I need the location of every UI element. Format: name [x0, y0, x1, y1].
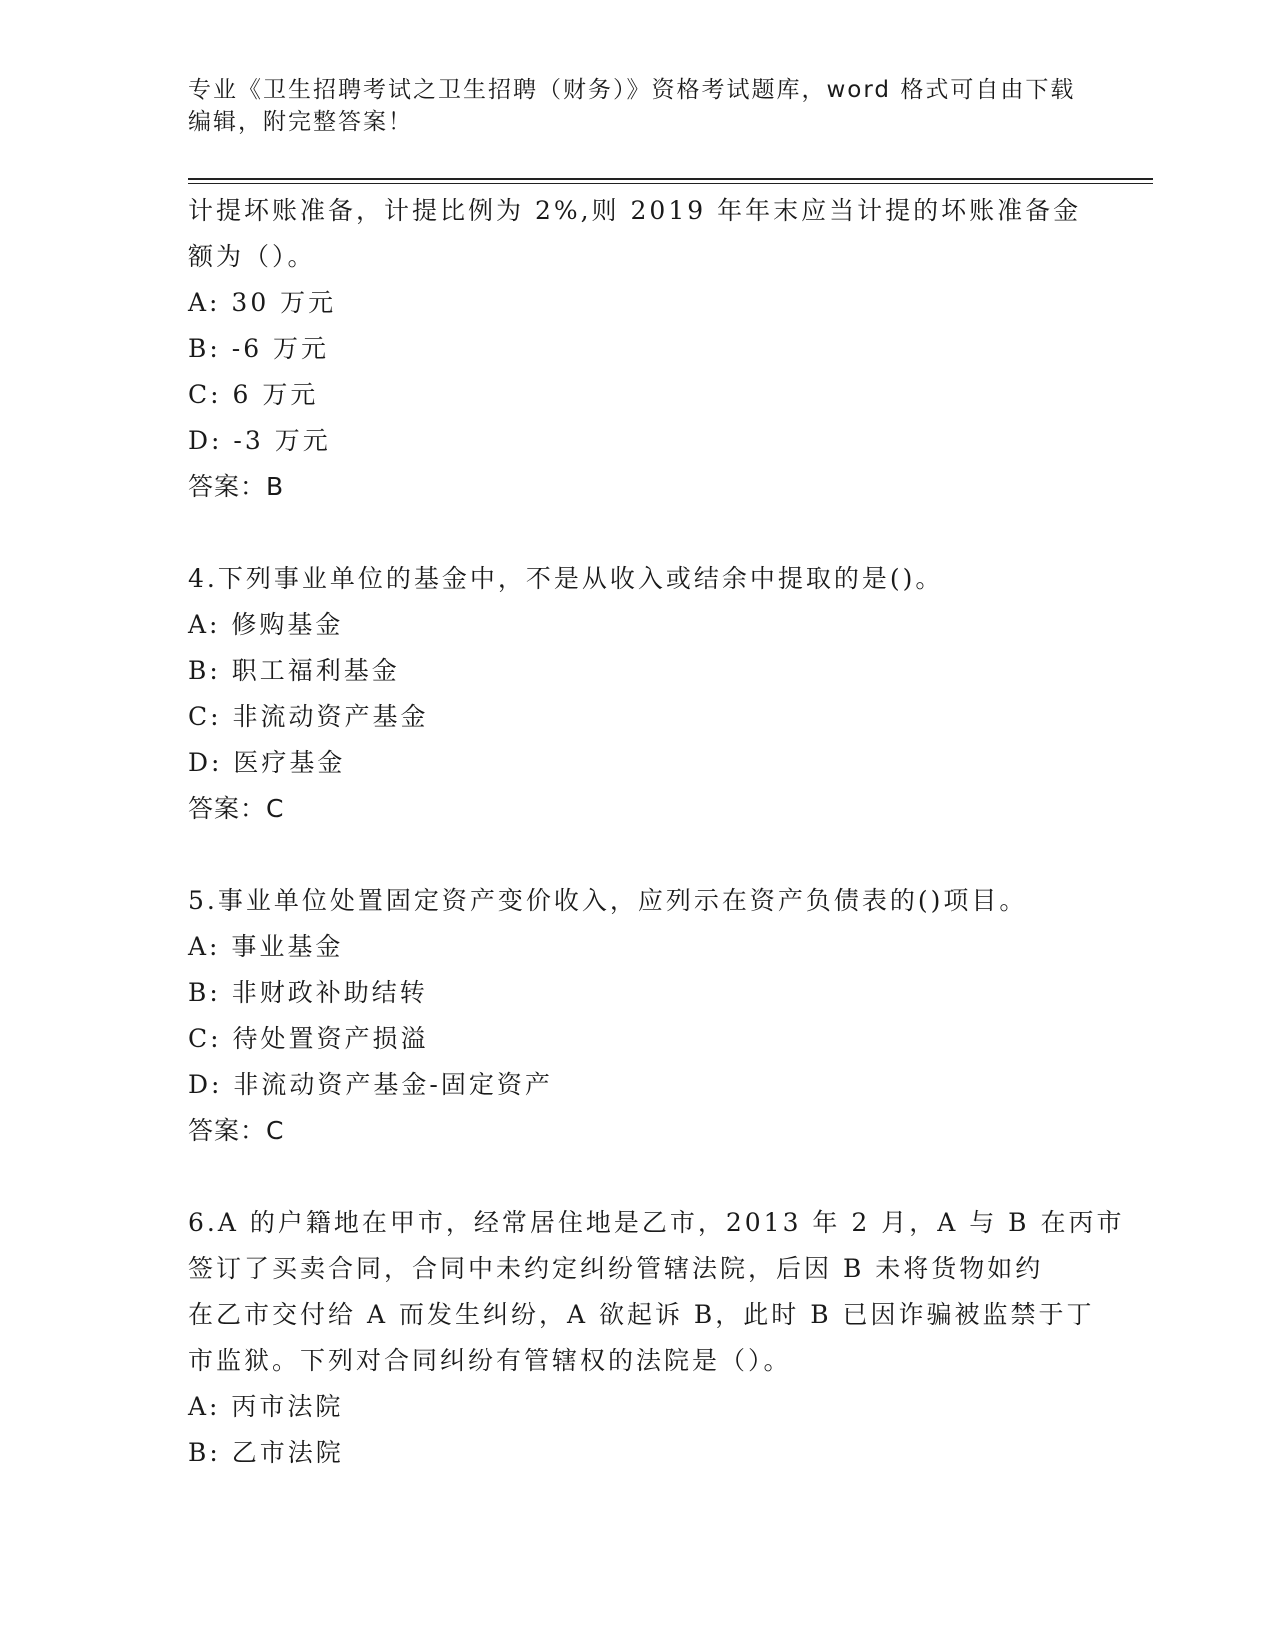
- option-c: C: 待处置资产损溢: [188, 1024, 429, 1053]
- option-a: A: 修购基金: [188, 610, 344, 639]
- question-text: 在乙市交付给 A 而发生纠纷，A 欲起诉 B，此时 B 已因诈骗被监禁于丁: [188, 1300, 1095, 1329]
- answer: 答案：C: [188, 1116, 285, 1145]
- header-line-2: 编辑，附完整答案！: [188, 109, 413, 135]
- question-list: [188, 188, 1125, 1476]
- question-text: 额为（）。: [188, 242, 316, 271]
- question-4: [188, 556, 1088, 832]
- question-6: [188, 1200, 1125, 1476]
- question-text: 签订了买卖合同，合同中未约定纠纷管辖法院，后因 B 未将货物如约: [188, 1254, 1044, 1283]
- question-text: 5.事业单位处置固定资产变价收入，应列示在资产负债表的()项目。: [188, 886, 1028, 915]
- answer: 答案：B: [188, 472, 285, 501]
- document-header: [188, 74, 1088, 138]
- question-text: 计提坏账准备，计提比例为 2%,则 2019 年年末应当计提的坏账准备金: [188, 196, 1082, 225]
- option-a: A: 30 万元: [188, 288, 337, 317]
- question-text: 4.下列事业单位的基金中，不是从收入或结余中提取的是()。: [188, 564, 944, 593]
- option-a: A: 丙市法院: [188, 1392, 344, 1421]
- option-c: C: 6 万元: [188, 380, 319, 409]
- header-line-1: 专业《卫生招聘考试之卫生招聘（财务）》资格考试题库，word 格式可自由下载: [188, 77, 1076, 103]
- question-text: 市监狱。下列对合同纠纷有管辖权的法院是（）。: [188, 1346, 792, 1375]
- question-5: [188, 878, 1088, 1154]
- question-3: [188, 188, 1088, 510]
- option-b: B: 乙市法院: [188, 1438, 344, 1467]
- option-b: B: 职工福利基金: [188, 656, 400, 685]
- option-c: C: 非流动资产基金: [188, 702, 429, 731]
- option-d: D: 非流动资产基金-固定资产: [188, 1070, 553, 1099]
- option-d: D: 医疗基金: [188, 748, 346, 777]
- option-d: D: -3 万元: [188, 426, 331, 455]
- option-a: A: 事业基金: [188, 932, 344, 961]
- answer: 答案：C: [188, 794, 285, 823]
- question-text: 6.A 的户籍地在甲市，经常居住地是乙市，2013 年 2 月，A 与 B 在丙市: [188, 1208, 1125, 1237]
- option-b: B: -6 万元: [188, 334, 330, 363]
- header-divider-thick: [188, 178, 1153, 180]
- option-b: B: 非财政补助结转: [188, 978, 428, 1007]
- header-divider-thin: [188, 183, 1153, 184]
